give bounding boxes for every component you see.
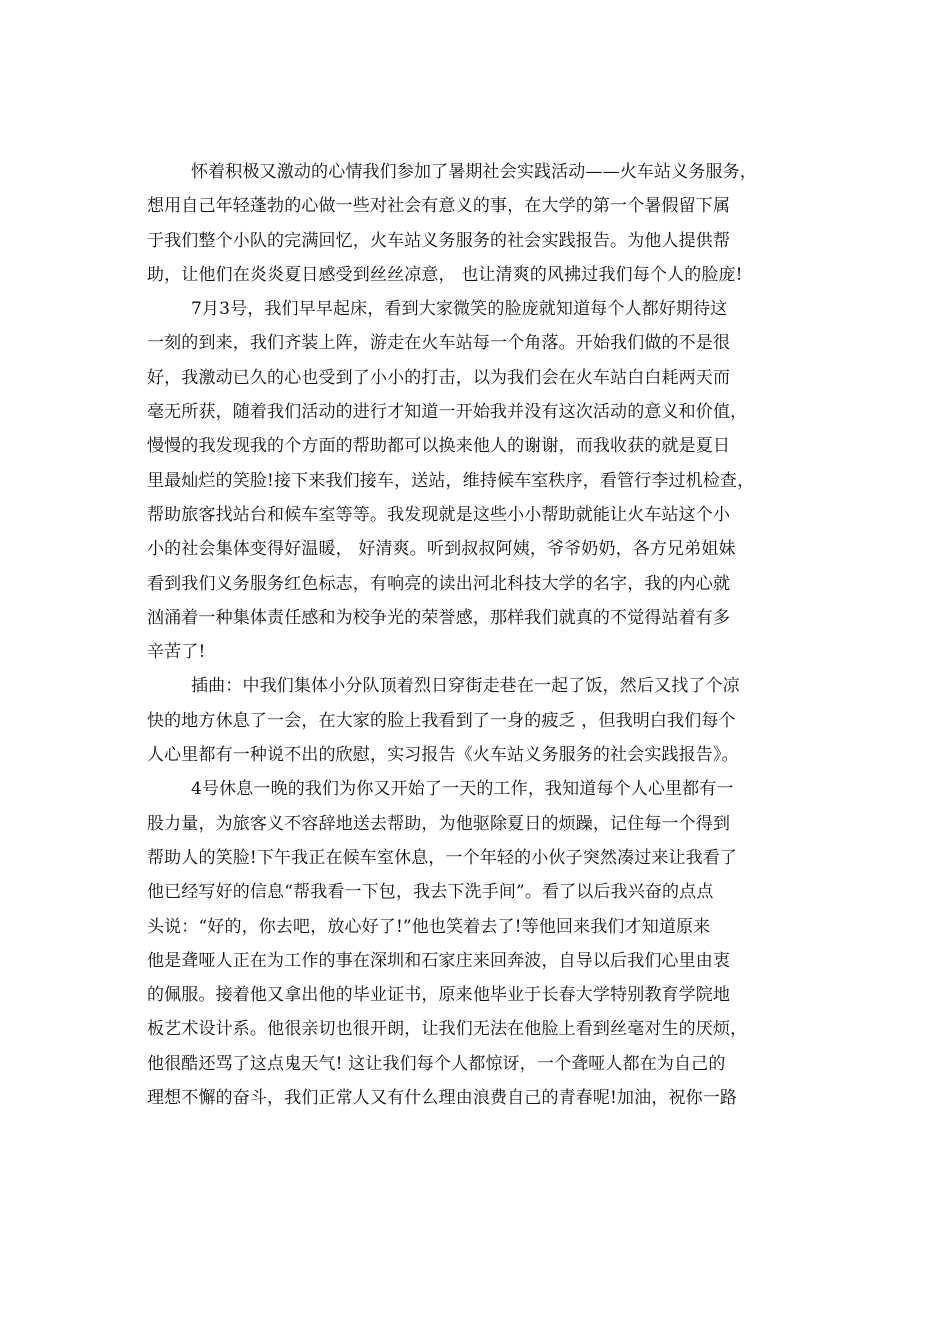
text-line: 人心里都有一种说不出的欣慰，实习报告《火车站义务服务的社会实践报告》。 xyxy=(147,745,739,766)
text-line: 他已经写好的信息“帮我看一下包，我去下洗手间”。看了以后我兴奋的点点 xyxy=(147,882,714,903)
text-line: 里最灿烂的笑脸!接下来我们接车，送站，维持候车室秩序，看管行李过机检查， xyxy=(147,470,755,491)
text-line: 插曲：中我们集体小分队顶着烈日穿街走巷在一起了饭，然后又找了个凉 xyxy=(191,676,740,697)
text-line: 怀着积极又激动的心情我们参加了暑期社会实践活动——火车站义务服务， xyxy=(191,162,757,182)
text-line: 好，我激动已久的心也受到了小小的打击，以为我们会在火车站白白耗两天而 xyxy=(147,367,731,388)
text-line: 助，让他们在炎炎夏日感受到丝丝凉意， 也让清爽的风拂过我们每个人的脸庞! xyxy=(147,264,743,285)
text-line: 头说：“好的，你去吧，放心好了!”他也笑着去了!等他回来我们才知道原来 xyxy=(147,916,711,937)
text-line: 一刻的到来，我们齐装上阵，游走在火车站每一个角落。开始我们做的不是很 xyxy=(147,333,731,354)
text-line: 看到我们义务服务红色标志，有响亮的读出河北科技大学的名字，我的内心就 xyxy=(147,573,731,594)
text-line: 于我们整个小队的完满回忆，火车站义务服务的社会实践报告。为他人提供帮 xyxy=(147,230,731,251)
text-line: 股力量，为旅客义不容辞地送去帮助，为他驱除夏日的烦躁，记住每一个得到 xyxy=(147,813,731,834)
text-line: 板艺术设计系。他很亲切也很开朗，让我们无法在他脸上看到丝毫对生的厌烦， xyxy=(147,1019,748,1040)
text-line: 7月3号，我们早早起床，看到大家微笑的脸庞就知道每个人都好期待这 xyxy=(191,299,728,320)
text-line: 毫无所获，随着我们活动的进行才知道一开始我并没有这次活动的意义和价值， xyxy=(147,402,748,423)
text-line: 快的地方休息了一会，在大家的脸上我看到了一身的疲乏 ，但我明白我们每个 xyxy=(147,710,736,731)
text-line: 汹涌着一种集体责任感和为校争光的荣誉感，那样我们就真的不觉得站着有多 xyxy=(147,607,731,628)
text-line: 帮助旅客找站台和候车室等等。我发现就是这些小小帮助就能让火车站这个小 xyxy=(147,504,731,525)
text-line: 理想不懈的奋斗，我们正常人又有什么理由浪费自己的青春呢!加油，祝你一路 xyxy=(147,1088,738,1109)
text-line: 帮助人的笑脸!下午我正在候车室休息，一个年轻的小伙子突然凑过来让我看了 xyxy=(147,847,738,868)
text-line: 想用自己年轻蓬勃的心做一些对社会有意义的事，在大学的第一个暑假留下属 xyxy=(147,196,731,217)
document-body xyxy=(147,155,817,1115)
text-line: 他很酷还骂了这点鬼天气! 这让我们每个人都惊讶，一个聋哑人都在为自己的 xyxy=(147,1053,726,1074)
text-line: 4号休息一晚的我们为你又开始了一天的工作，我知道每个人心里都有一 xyxy=(191,779,734,800)
text-line: 的佩服。接着他又拿出他的毕业证书，原来他毕业于长春大学特别教育学院地 xyxy=(147,985,731,1006)
text-line: 小的社会集体变得好温暖， 好清爽。听到叔叔阿姨，爷爷奶奶，各方兄弟姐妹 xyxy=(147,539,736,560)
text-line: 他是聋哑人正在为工作的事在深圳和石家庄来回奔波，自导以后我们心里由衷 xyxy=(147,950,731,971)
text-line: 辛苦了! xyxy=(147,642,206,663)
text-line: 慢慢的我发现我的个方面的帮助都可以换来他人的谢谢，而我收获的就是夏日 xyxy=(147,436,731,457)
